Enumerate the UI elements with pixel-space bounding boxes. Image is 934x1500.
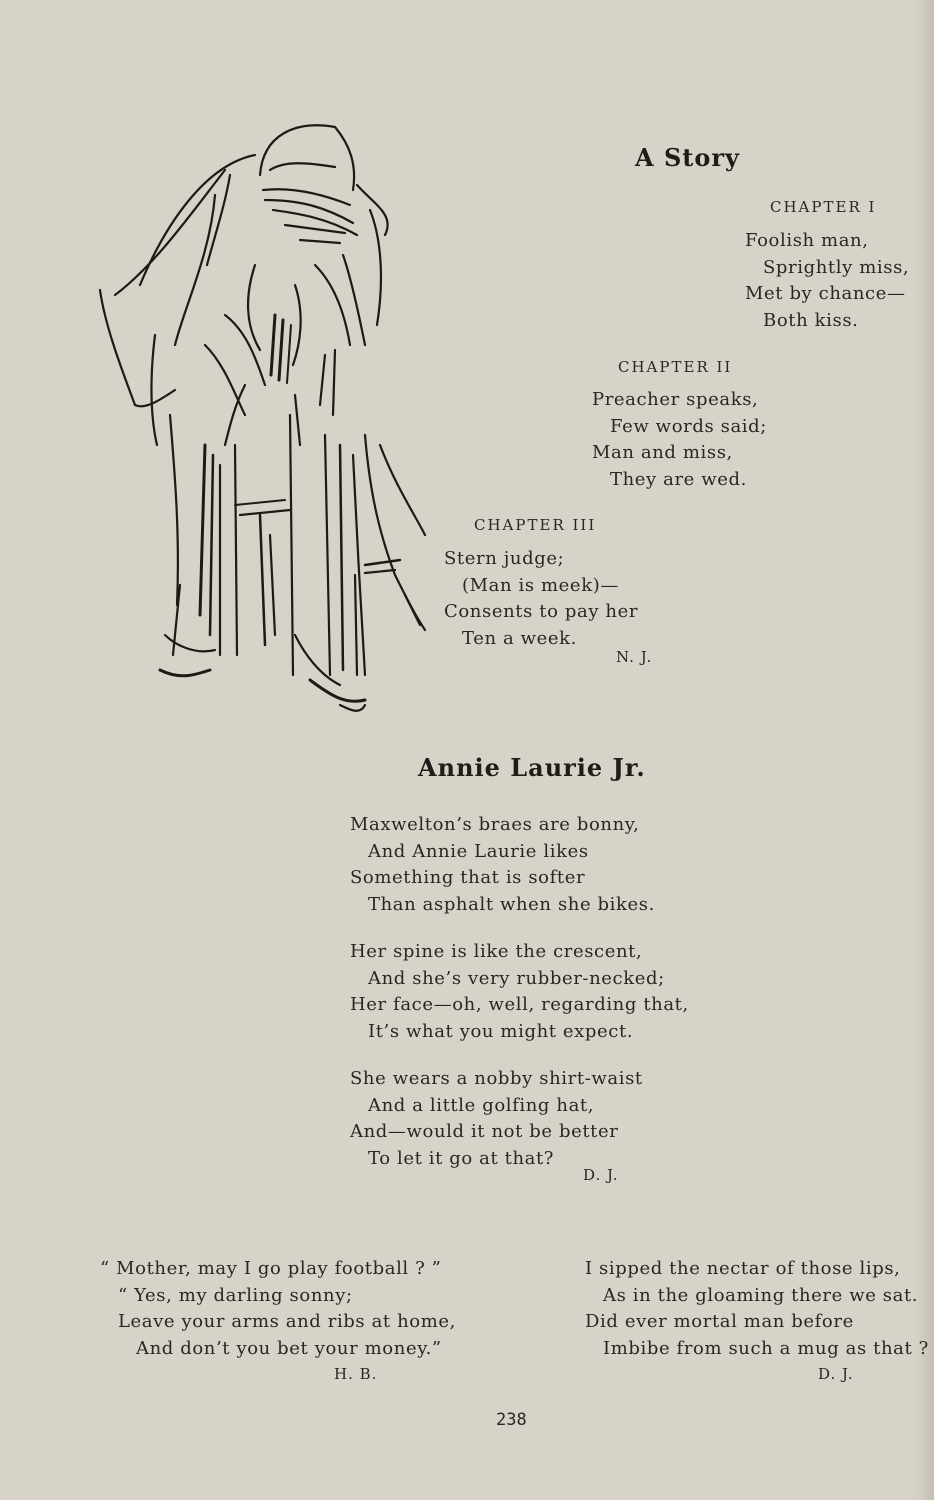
verse-line: It’s what you might expect.: [368, 1020, 634, 1042]
verse-line: And don’t you bet your money.”: [136, 1337, 442, 1359]
verse-line: And a little golfing hat,: [368, 1094, 595, 1116]
verse-line: Foolish man,: [745, 230, 869, 251]
story-chapter-2-heading: CHAPTER II: [618, 358, 733, 376]
verse-line: Consents to pay her: [444, 601, 639, 622]
page-number: 238: [496, 1410, 527, 1430]
verse-line: Did ever mortal man before: [585, 1311, 854, 1332]
verse-line: Sprightly miss,: [763, 256, 910, 278]
verse-line: Her spine is like the crescent,: [350, 941, 643, 962]
annie-verse: [350, 812, 689, 1193]
verse-line: She wears a nobby shirt-waist: [350, 1068, 643, 1089]
stanza: [350, 1066, 689, 1172]
verse-line: Than asphalt when she bikes.: [368, 893, 655, 915]
verse-line: Preacher speaks,: [592, 389, 759, 410]
verse-line: Stern judge;: [444, 548, 565, 569]
nectar-signature: D. J.: [818, 1365, 854, 1383]
verse-line: “ Yes, my darling sonny;: [118, 1284, 353, 1306]
verse-line: Man and miss,: [592, 442, 733, 463]
verse-line: I sipped the nectar of those lips,: [585, 1258, 901, 1279]
verse-line: To let it go at that?: [368, 1147, 555, 1169]
stanza: [350, 939, 689, 1045]
verse-line: And—would it not be better: [350, 1121, 619, 1142]
story-chapter-2-verse: [592, 387, 767, 493]
verse-line: (Man is meek)—: [462, 574, 619, 596]
verse-line: Met by chance—: [745, 283, 906, 304]
story-signature: N. J.: [616, 648, 653, 666]
football-verse: [100, 1256, 456, 1362]
verse-line: They are wed.: [610, 468, 747, 490]
story-chapter-3-verse: [444, 546, 638, 652]
verse-line: Few words said;: [610, 415, 767, 437]
verse-line: And she’s very rubber-necked;: [368, 967, 665, 989]
verse-line: Leave your arms and ribs at home,: [118, 1311, 456, 1332]
story-chapter-3-heading: CHAPTER III: [474, 516, 597, 534]
nectar-verse: [585, 1256, 929, 1362]
verse-line: Ten a week.: [462, 627, 577, 649]
annie-signature: D. J.: [583, 1166, 619, 1184]
story-chapter-1-heading: CHAPTER I: [770, 198, 877, 216]
verse-line: Both kiss.: [763, 309, 859, 331]
story-title: A Story: [635, 143, 740, 172]
football-signature: H. B.: [334, 1365, 378, 1383]
story-chapter-1-verse: [745, 228, 909, 334]
annie-title: Annie Laurie Jr.: [418, 753, 646, 782]
verse-line: Her face—oh, well, regarding that,: [350, 994, 689, 1015]
stanza: [350, 812, 689, 918]
verse-line: Something that is softer: [350, 867, 586, 888]
verse-line: “ Mother, may I go play football ? ”: [100, 1258, 442, 1279]
verse-line: Imbibe from such a mug as that ?: [603, 1337, 929, 1359]
verse-line: Maxwelton’s braes are bonny,: [350, 814, 640, 835]
verse-line: And Annie Laurie likes: [368, 840, 589, 862]
illustration-hunched-figure: [95, 115, 435, 720]
verse-line: As in the gloaming there we sat.: [603, 1284, 919, 1306]
